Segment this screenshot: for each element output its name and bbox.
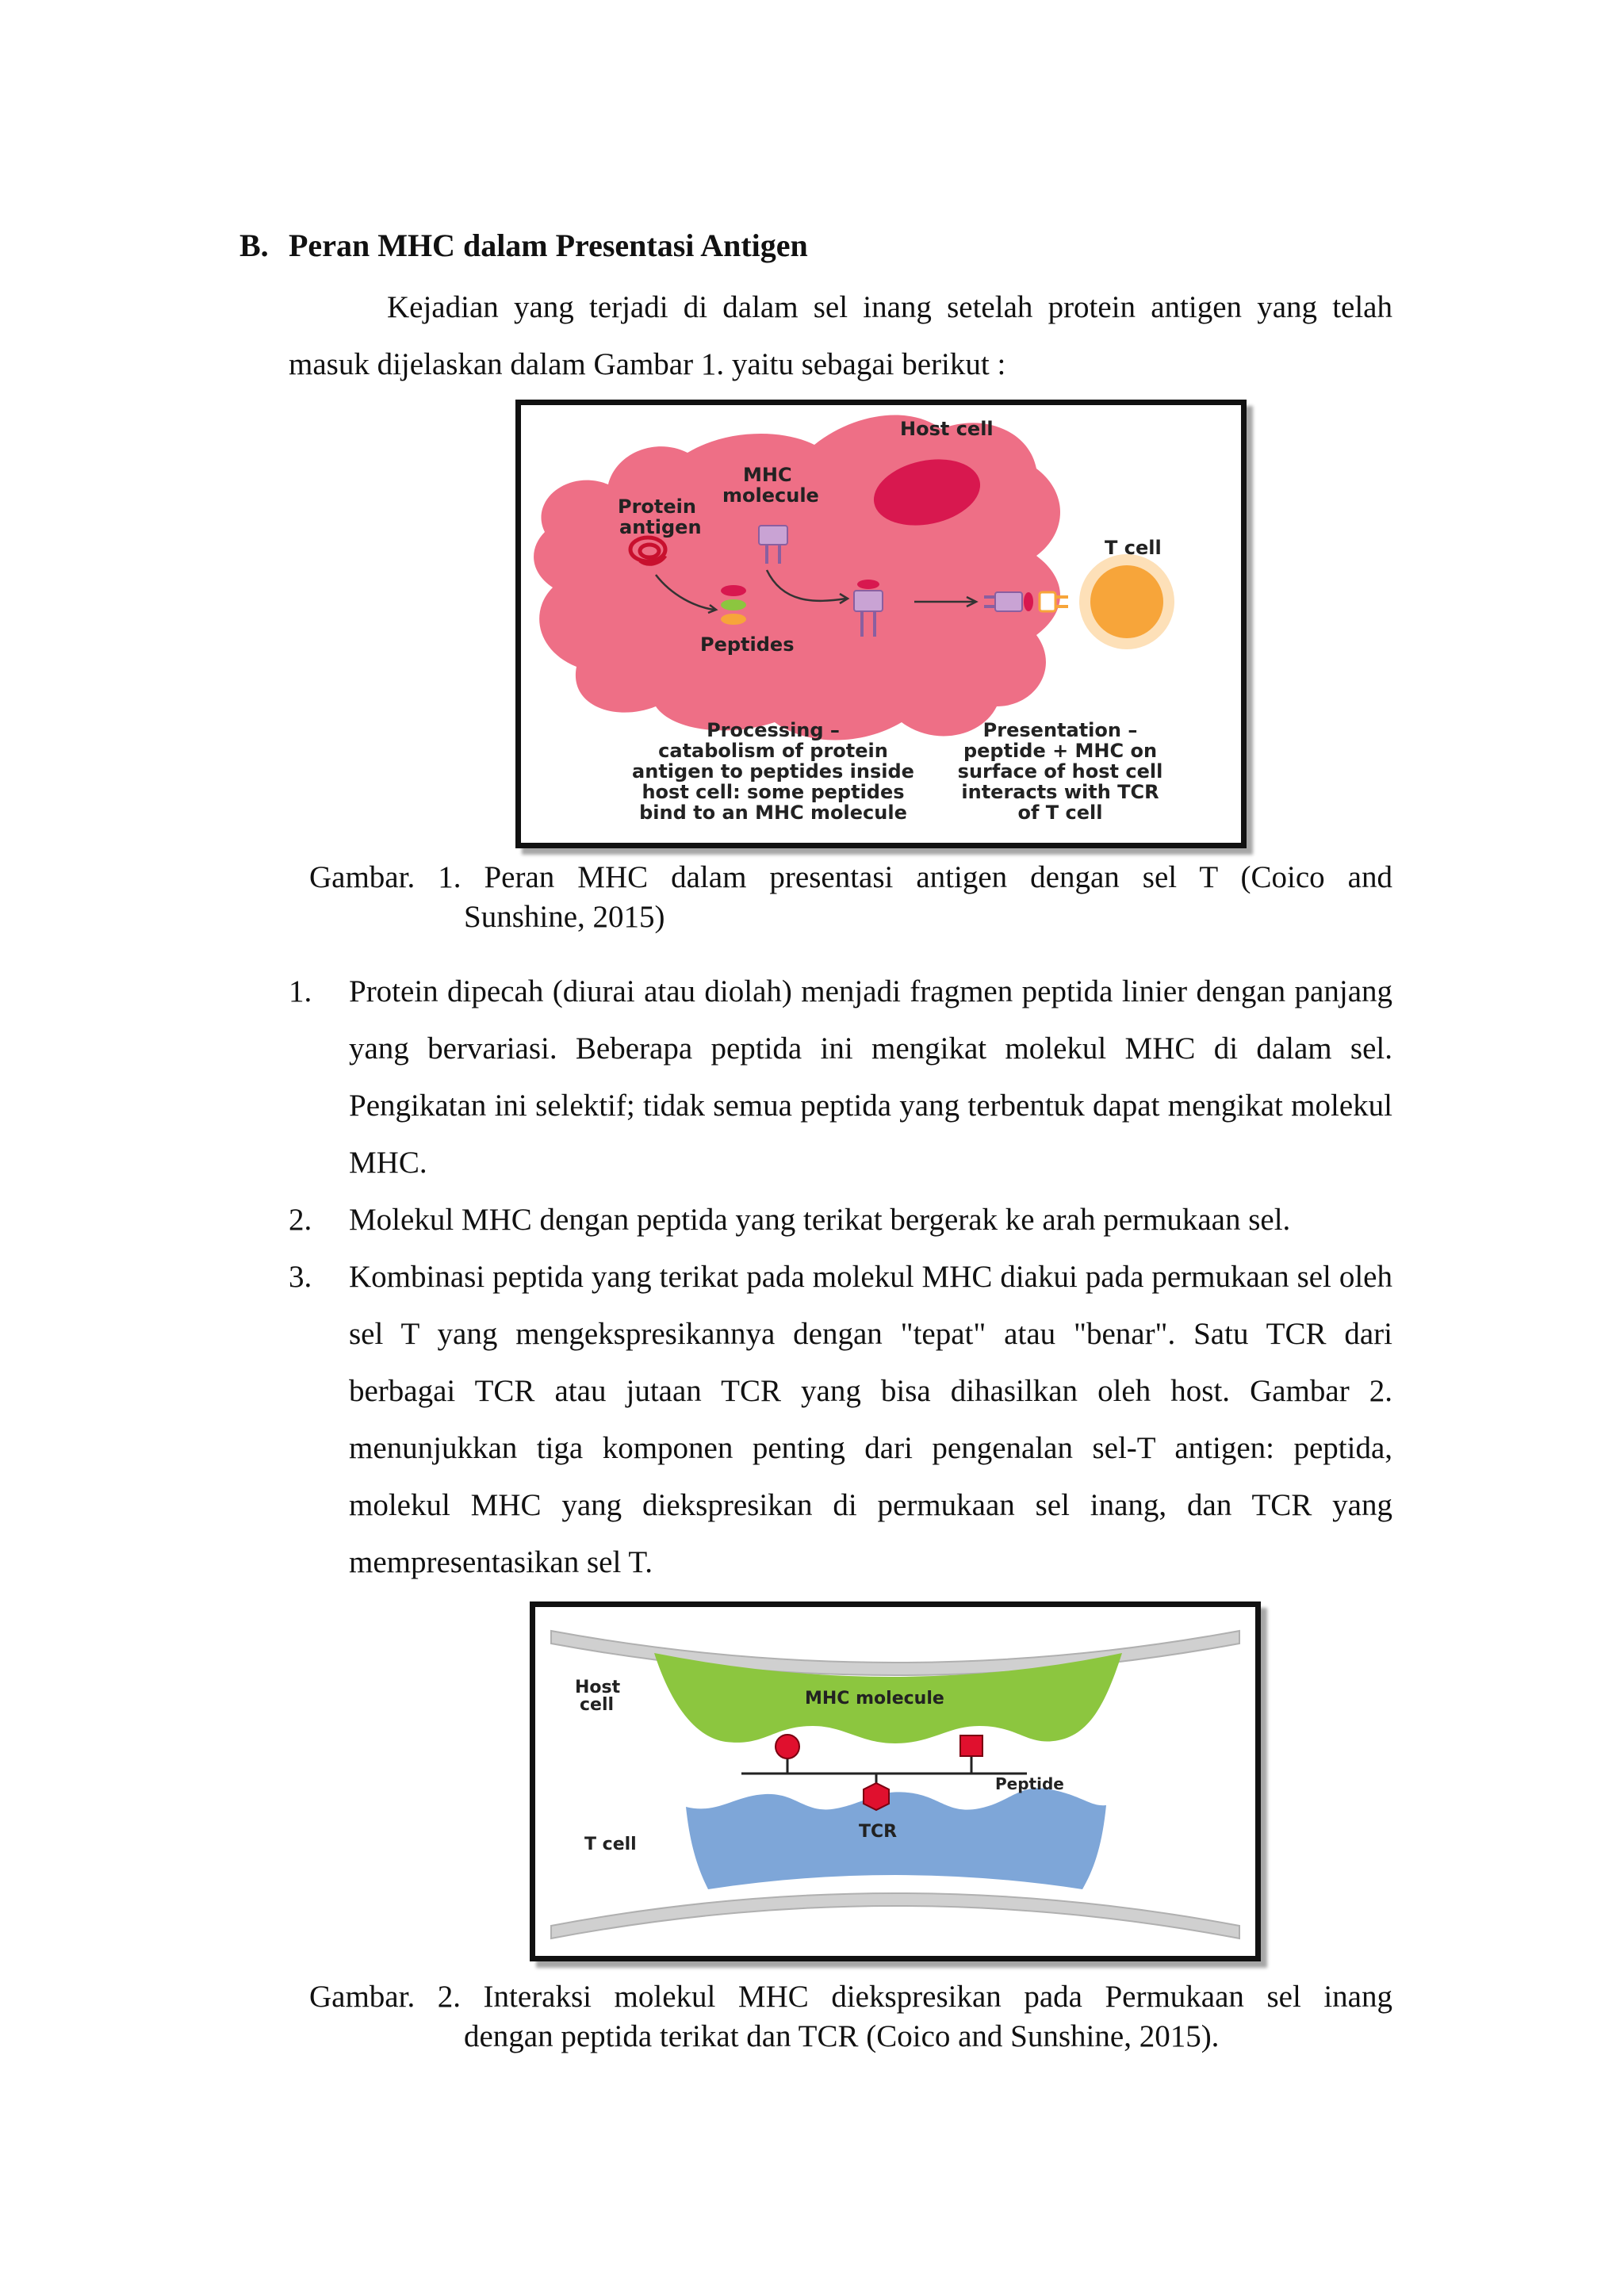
section-title: Peran MHC dalam Presentasi Antigen [289,228,808,263]
label-host-line1: Host [575,1678,621,1697]
list-item [289,963,1392,1192]
presentation-line: Presentation – [982,719,1138,741]
figure-1 [515,400,1247,848]
figure-2 [530,1601,1261,1961]
processing-line: Processing – [707,719,840,741]
host-cell-shape [534,415,1060,740]
peptide-residue-square [960,1735,982,1756]
label-protein-line1: Protein [618,496,696,518]
presentation-line: interacts with TCR [961,781,1159,803]
list-item [289,1192,1392,1249]
list-text: Kombinasi peptida yang terikat pada molekul MHC diakui pada permukaan sel oleh sel T yang mengekspresikannya dengan "tepat" atau "benar". Satu TCR dari berbagai TCR atau jutaan TCR yang bisa dihasilkan oleh host. Gambar 2. menunjukkan tiga komponen penting dari pengenalan sel-T antigen: peptida, molekul MHC yang diekspresikan di permukaan sel inang, dan TCR yang mempresentasikan sel T. [349,1260,1392,1579]
label-peptides: Peptides [700,633,795,656]
label-protein-line2: antigen [619,516,702,538]
figure-1-diagram [521,405,1241,843]
figure-2-diagram [535,1607,1255,1956]
numbered-list [289,963,1392,1591]
section-heading [239,227,808,264]
caption-1-line1: Gambar. 1. Peran MHC dalam presentasi antigen dengan sel T (Coico and [309,860,1392,894]
list-item [289,1249,1392,1591]
label-mhc-line1: MHC [743,464,792,486]
caption-1-line2: Sunshine, 2015) [464,900,665,934]
list-number: 1. [289,974,312,1008]
label-host-line2: cell [580,1695,615,1715]
label-t-cell: T cell [584,1835,637,1854]
list-number: 3. [289,1260,312,1294]
presentation-line: of T cell [1017,802,1103,824]
host-membrane-shape [551,1631,1239,1675]
list-number: 2. [289,1203,312,1237]
intro-paragraph: Kejadian yang terjadi di dalam sel inang setelah protein antigen yang telah masuk dijelaskan dalam Gambar 1. yaitu sebagai berikut : [289,290,1392,381]
section-letter: B. [239,228,269,263]
figure-2-caption [309,1977,1392,2057]
label-t-cell: T cell [1105,537,1162,559]
peptides-icon [721,585,746,625]
peptide-residue-circle [776,1735,799,1758]
t-cell-shape [1079,554,1174,649]
caption-2-line1: Gambar. 2. Interaksi molekul MHC diekspresikan pada Permukaan sel inang [309,1980,1392,2014]
label-tcr: TCR [859,1822,898,1842]
processing-line: catabolism of protein [658,740,888,762]
label-peptide: Peptide [995,1774,1064,1793]
figure-1-caption [309,858,1392,937]
label-mhc-molecule: MHC molecule [805,1689,944,1709]
t-cell-membrane-shape [551,1893,1239,1938]
label-host-cell: Host cell [900,418,994,440]
presentation-line: peptide + MHC on [963,740,1158,762]
presentation-line: surface of host cell [957,760,1163,783]
caption-2-line2: dengan peptida terikat dan TCR (Coico and Sunshine, 2015). [464,2019,1220,2053]
label-mhc-line2: molecule [722,484,819,507]
list-text: Protein dipecah (diurai atau diolah) menjadi fragmen peptida linier dengan panjang yang bervariasi. Beberapa peptida ini mengikat molekul MHC di dalam sel. Pengikatan ini selektif; tidak semua peptida yang terbentuk dapat mengikat molekul MHC. [349,974,1392,1180]
list-text: Molekul MHC dengan peptida yang terikat bergerak ke arah permukaan sel. [349,1203,1291,1237]
processing-line: antigen to peptides inside [632,760,914,783]
processing-line: bind to an MHC molecule [639,802,907,824]
tcr-interaction-icon [984,592,1068,611]
processing-line: host cell: some peptides [642,781,905,803]
presentation-caption [958,719,1163,824]
peptide-residue-hexagon [864,1783,889,1810]
